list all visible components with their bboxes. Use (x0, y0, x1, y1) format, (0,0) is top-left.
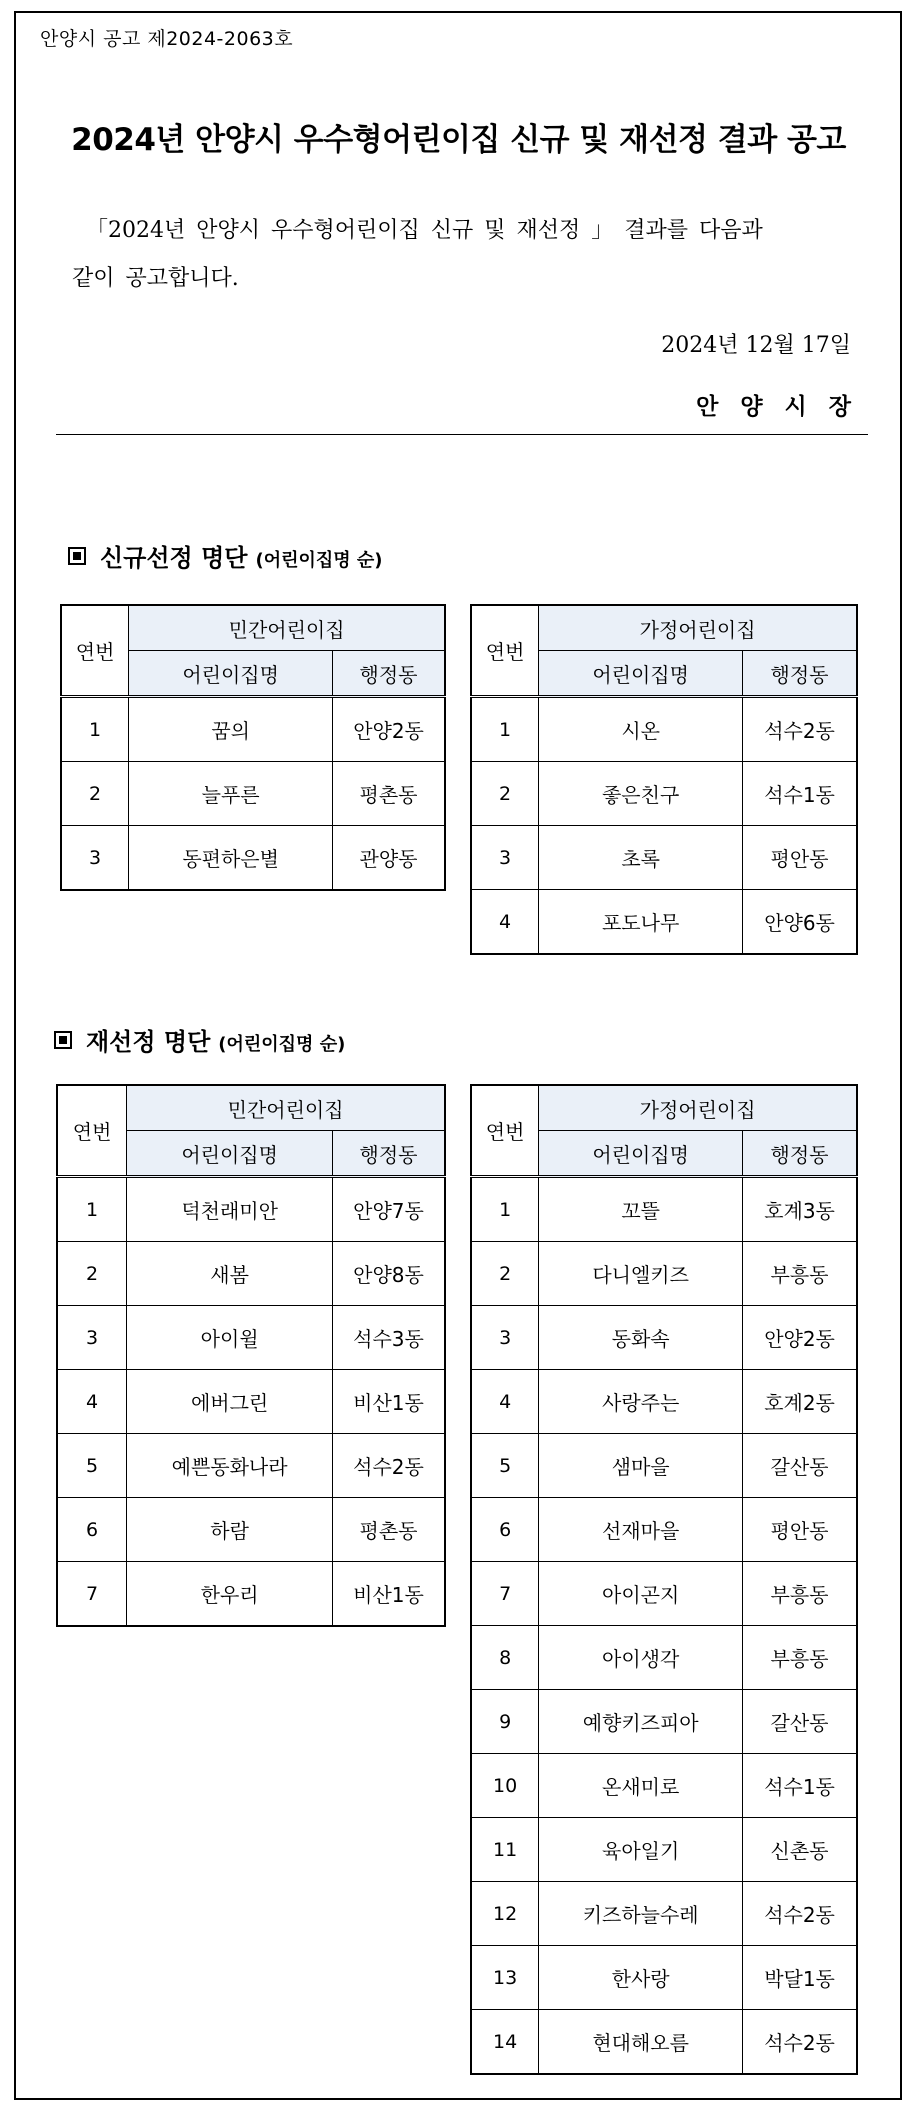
column-header-no: 연번 (471, 605, 539, 697)
row-number: 1 (61, 697, 129, 762)
daycare-name: 늘푸른 (129, 762, 333, 826)
district-name: 관양동 (333, 826, 445, 891)
table-row (471, 1498, 857, 1562)
table-row (57, 1177, 445, 1242)
daycare-name: 샘마을 (539, 1434, 743, 1498)
reselection-home-table (470, 1084, 858, 2075)
row-number: 7 (471, 1562, 539, 1626)
district-name: 석수2동 (333, 1434, 445, 1498)
table-row (471, 1370, 857, 1434)
column-header-no: 연번 (471, 1085, 539, 1177)
row-number: 2 (471, 1242, 539, 1306)
district-name: 석수2동 (743, 1882, 857, 1946)
daycare-name: 육아일기 (539, 1818, 743, 1882)
row-number: 2 (471, 762, 539, 826)
daycare-name: 아이생각 (539, 1626, 743, 1690)
district-name: 안양7동 (333, 1177, 445, 1242)
daycare-name: 아이곤지 (539, 1562, 743, 1626)
daycare-name: 포도나무 (539, 890, 743, 955)
table-row (471, 1434, 857, 1498)
table-row (57, 1242, 445, 1306)
row-number: 9 (471, 1690, 539, 1754)
intro-paragraph (72, 207, 852, 303)
district-name: 석수2동 (743, 2010, 857, 2075)
intro-line-2: 같이 공고합니다. (72, 266, 239, 291)
daycare-name: 다니엘키즈 (539, 1242, 743, 1306)
district-name: 안양6동 (743, 890, 857, 955)
row-number: 3 (57, 1306, 127, 1370)
district-name: 석수1동 (743, 1754, 857, 1818)
daycare-name: 꿈의 (129, 697, 333, 762)
district-name: 안양2동 (333, 697, 445, 762)
district-name: 평안동 (743, 1498, 857, 1562)
row-number: 12 (471, 1882, 539, 1946)
page-title: 2024년 안양시 우수형어린이집 신규 및 재선정 결과 공고 (71, 122, 846, 158)
district-name: 신촌동 (743, 1818, 857, 1882)
daycare-name: 사랑주는 (539, 1370, 743, 1434)
daycare-name: 에버그린 (127, 1370, 333, 1434)
row-number: 13 (471, 1946, 539, 2010)
table-row (471, 762, 857, 826)
daycare-name: 키즈하늘수레 (539, 1882, 743, 1946)
daycare-name: 예향키즈피아 (539, 1690, 743, 1754)
table-row (61, 826, 445, 891)
district-name: 비산1동 (333, 1370, 445, 1434)
column-header-name: 어린이집명 (539, 651, 743, 697)
table-row (471, 1754, 857, 1818)
column-header-name: 어린이집명 (129, 651, 333, 697)
district-name: 박달1동 (743, 1946, 857, 2010)
column-header-district: 행정동 (743, 1131, 857, 1177)
table-row (57, 1562, 445, 1627)
column-group-home: 가정어린이집 (539, 605, 857, 651)
column-group-home: 가정어린이집 (539, 1085, 857, 1131)
table-row (57, 1370, 445, 1434)
row-number: 6 (57, 1498, 127, 1562)
intro-line-1: 「2024년 안양시 우수형어린이집 신규 및 재선정 」 결과를 다음과 (86, 218, 763, 243)
issuer-name: 안양시장 (696, 393, 873, 420)
daycare-name: 선재마을 (539, 1498, 743, 1562)
district-name: 부흥동 (743, 1626, 857, 1690)
table-row (471, 1242, 857, 1306)
daycare-name: 초록 (539, 826, 743, 890)
district-name: 비산1동 (333, 1562, 445, 1627)
district-name: 호계3동 (743, 1177, 857, 1242)
daycare-name: 하람 (127, 1498, 333, 1562)
daycare-name: 한우리 (127, 1562, 333, 1627)
daycare-name: 한사랑 (539, 1946, 743, 2010)
table-row (61, 697, 445, 762)
row-number: 14 (471, 2010, 539, 2075)
table-row (471, 890, 857, 955)
header-divider (56, 434, 868, 435)
row-number: 3 (471, 1306, 539, 1370)
column-header-district: 행정동 (333, 1131, 445, 1177)
announcement-date: 2024년 12월 17일 (661, 333, 851, 358)
table-row (471, 1626, 857, 1690)
district-name: 부흥동 (743, 1562, 857, 1626)
district-name: 안양2동 (743, 1306, 857, 1370)
row-number: 5 (57, 1434, 127, 1498)
row-number: 4 (57, 1370, 127, 1434)
district-name: 석수2동 (743, 697, 857, 762)
row-number: 1 (471, 697, 539, 762)
column-group-private: 민간어린이집 (127, 1085, 445, 1131)
daycare-name: 현대해오름 (539, 2010, 743, 2075)
reselection-private-table (56, 1084, 446, 1627)
square-bullet-icon (68, 547, 86, 565)
document-number: 안양시 공고 제2024-2063호 (40, 28, 294, 50)
row-number: 5 (471, 1434, 539, 1498)
column-header-district: 행정동 (743, 651, 857, 697)
table-row (57, 1306, 445, 1370)
column-header-name: 어린이집명 (127, 1131, 333, 1177)
column-header-name: 어린이집명 (539, 1131, 743, 1177)
daycare-name: 예쁜동화나라 (127, 1434, 333, 1498)
row-number: 3 (471, 826, 539, 890)
table-row (471, 1690, 857, 1754)
column-header-no: 연번 (57, 1085, 127, 1177)
district-name: 호계2동 (743, 1370, 857, 1434)
district-name: 평촌동 (333, 1498, 445, 1562)
district-name: 석수1동 (743, 762, 857, 826)
daycare-name: 시온 (539, 697, 743, 762)
column-group-private: 민간어린이집 (129, 605, 445, 651)
table-row (471, 697, 857, 762)
district-name: 석수3동 (333, 1306, 445, 1370)
district-name: 갈산동 (743, 1434, 857, 1498)
new-private-table (60, 604, 446, 891)
table-row (471, 1946, 857, 2010)
column-header-no: 연번 (61, 605, 129, 697)
table-row (471, 1818, 857, 1882)
daycare-name: 온새미로 (539, 1754, 743, 1818)
row-number: 11 (471, 1818, 539, 1882)
square-bullet-icon (54, 1031, 72, 1049)
reselection-heading (54, 1022, 345, 1057)
row-number: 1 (57, 1177, 127, 1242)
daycare-name: 동편하은별 (129, 826, 333, 891)
daycare-name: 아이윌 (127, 1306, 333, 1370)
daycare-name: 동화속 (539, 1306, 743, 1370)
district-name: 갈산동 (743, 1690, 857, 1754)
table-row (57, 1434, 445, 1498)
table-row (471, 1882, 857, 1946)
district-name: 평안동 (743, 826, 857, 890)
column-header-district: 행정동 (333, 651, 445, 697)
daycare-name: 새봄 (127, 1242, 333, 1306)
district-name: 평촌동 (333, 762, 445, 826)
row-number: 4 (471, 1370, 539, 1434)
table-row (471, 1306, 857, 1370)
new-selection-title: 신규선정 명단 (100, 544, 248, 572)
table-row (471, 2010, 857, 2075)
district-name: 부흥동 (743, 1242, 857, 1306)
daycare-name: 꼬뜰 (539, 1177, 743, 1242)
row-number: 2 (61, 762, 129, 826)
new-selection-note: (어린이집명 순) (255, 550, 383, 571)
daycare-name: 덕천래미안 (127, 1177, 333, 1242)
row-number: 1 (471, 1177, 539, 1242)
table-row (471, 1177, 857, 1242)
table-row (471, 1562, 857, 1626)
table-row (61, 762, 445, 826)
reselection-note: (어린이집명 순) (218, 1034, 346, 1055)
district-name: 안양8동 (333, 1242, 445, 1306)
reselection-title: 재선정 명단 (86, 1028, 211, 1056)
row-number: 10 (471, 1754, 539, 1818)
new-home-table (470, 604, 858, 955)
daycare-name: 좋은친구 (539, 762, 743, 826)
table-row (57, 1498, 445, 1562)
row-number: 8 (471, 1626, 539, 1690)
table-row (471, 826, 857, 890)
row-number: 2 (57, 1242, 127, 1306)
row-number: 6 (471, 1498, 539, 1562)
new-selection-heading (68, 538, 383, 573)
row-number: 7 (57, 1562, 127, 1627)
row-number: 3 (61, 826, 129, 891)
row-number: 4 (471, 890, 539, 955)
